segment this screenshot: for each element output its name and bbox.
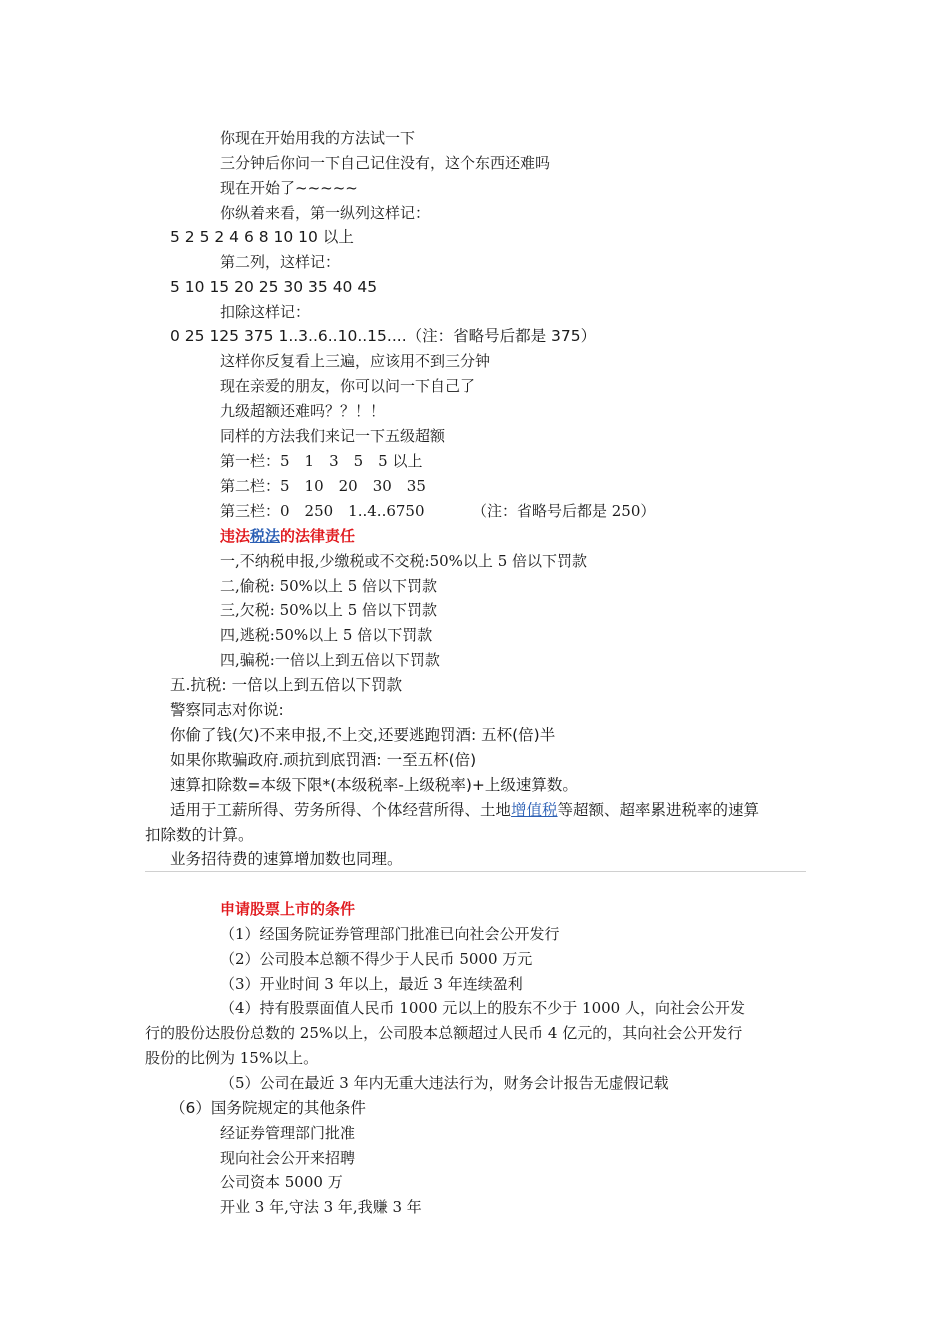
list-item: 四,骗税:一倍以上到五倍以下罚款 [220,651,440,669]
condition-item-cont: 股份的比例为 15%以上。 [145,1049,319,1067]
text-line: 警察同志对你说: [170,701,284,719]
mnemonic-line: 开业 3 年,守法 3 年,我赚 3 年 [220,1198,422,1216]
text-line: 九级超额还难吗？？！！ [220,402,386,420]
condition-item-cont: 行的股份达股份总数的 25%以上，公司股本总额超过人民币 4 亿元的，其向社会公开发行 [145,1024,743,1042]
text-line: 第二列，这样记： [220,253,341,271]
text-line: 现在开始了~~~~~ [220,179,358,197]
text-line: 三分钟后你问一下自己记住没有，这个东西还难吗 [220,154,551,172]
text-line: 第二栏：5 10 20 30 35 [220,477,426,495]
paragraph-line: 扣除数的计算。 [145,826,254,844]
paragraph-text: 适用于工薪所得、劳务所得、个体经营所得、土地 [170,801,512,819]
text-line: 同样的方法我们来记一下五级超额 [220,427,446,445]
section-heading: 申请股票上市的条件 [220,900,356,918]
number-row: 0 25 125 375 1..3..6..10..15....（注：省略号后都是 375） [170,327,597,345]
paragraph-text: 等超额、超率累进税率的速算 [557,801,760,819]
condition-item: （5）公司在最近 3 年内无重大违法行为，财务会计报告无虚假记载 [220,1074,669,1092]
condition-item: （6）国务院规定的其他条件 [170,1099,366,1117]
text-line: 第三栏：0 250 1..4..6750 [220,502,425,520]
section-divider [145,871,806,872]
text-line: 你偷了钱(欠)不来申报,不上交,还要逃跑罚酒: 五杯(倍)半 [170,726,556,744]
formula-text: 速算扣除数=本级下限*(本级税率-上级税率)+上级速算数。 [170,776,578,794]
text-line: 第一栏：5 1 3 5 5 以上 [220,452,423,470]
mnemonic-line: 经证券管理部门批准 [220,1124,356,1142]
heading-text: 违法 [220,527,251,545]
condition-item: （4）持有股票面值人民币 1000 元以上的股东不少于 1000 人，向社会公开发 [220,999,745,1017]
list-item: 二,偷税: 50%以上 5 倍以下罚款 [220,577,438,595]
text-line: 你现在开始用我的方法试一下 [220,129,416,147]
text-line: 这样你反复看上三遍，应该用不到三分钟 [220,352,491,370]
paragraph-line [170,800,759,820]
list-item: 三,欠税: 50%以上 5 倍以下罚款 [220,601,438,619]
text-line: 扣除这样记： [220,303,311,321]
paragraph-line: 业务招待费的速算增加数也同理。 [170,850,403,868]
condition-item: （1）经国务院证券管理部门批准已向社会公开发行 [220,925,560,943]
text-line: 你纵着来看，第一纵列这样记： [220,204,431,222]
list-item: 五.抗税: 一倍以上到五倍以下罚款 [170,676,403,694]
text-line: 现在亲爱的朋友，你可以问一下自己了 [220,377,476,395]
tax-law-link[interactable]: 税法 [250,527,281,545]
heading-text: 的法律责任 [280,527,356,545]
section-heading [220,526,355,546]
condition-item: （3）开业时间 3 年以上，最近 3 年连续盈利 [220,975,523,993]
vat-link[interactable]: 增值税 [511,801,558,819]
list-item: 四,逃税:50%以上 5 倍以下罚款 [220,626,433,644]
condition-item: （2）公司股本总额不得少于人民币 5000 万元 [220,950,533,968]
note-text: （注：省略号后都是 250） [472,502,656,520]
number-row: 5 2 5 2 4 6 8 10 10 以上 [170,228,354,246]
text-line: 如果你欺骗政府.顽抗到底罚酒: 一至五杯(倍) [170,751,477,769]
mnemonic-line: 现向社会公开来招聘 [220,1149,356,1167]
number-row: 5 10 15 20 25 30 35 40 45 [170,278,378,296]
list-item: 一,不纳税申报,少缴税或不交税:50%以上 5 倍以下罚款 [220,552,588,570]
mnemonic-line: 公司资本 5000 万 [220,1173,343,1191]
